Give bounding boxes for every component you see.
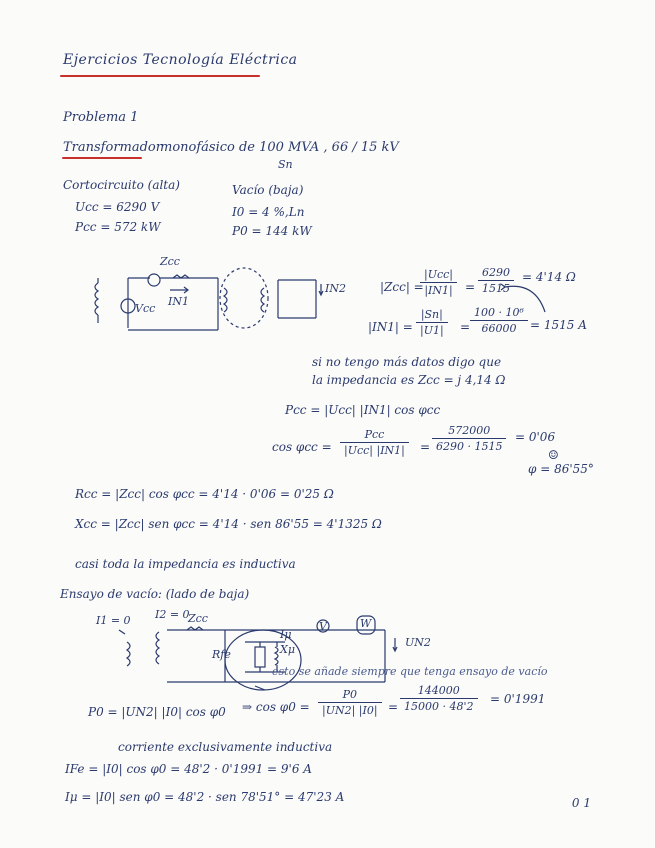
- eq1-fraction: [420, 268, 457, 297]
- eq4-den2: 15000 · 48'2: [404, 700, 474, 713]
- eq2-fraction: [416, 308, 448, 337]
- eq3-phi: φ = 86'55°: [528, 462, 594, 476]
- imu-eq: Iμ = |I0| sen φ0 = 48'2 · sen 78'51° = 47'23 A: [65, 790, 345, 804]
- note1-line2: la impedancia es Zcc = j 4,14 Ω: [312, 373, 506, 387]
- eq4-eq: =: [388, 700, 399, 714]
- voltmeter-label: V: [319, 620, 327, 633]
- ife-eq: IFe = |I0| cos φ0 = 48'2 · 0'1991 = 9'6 A: [65, 762, 312, 776]
- page-number: 0 1: [571, 796, 591, 810]
- in2-label: IN2: [325, 282, 346, 295]
- zcc-label: Zcc: [160, 255, 180, 268]
- sn-label: Sn: [278, 158, 293, 171]
- eq4-fraction2: [400, 684, 478, 713]
- eq1-num: |Ucc|: [420, 268, 457, 283]
- eq4-num2: 144000: [400, 684, 478, 699]
- no-load-heading: Vacío (baja): [232, 183, 304, 197]
- transformer-label: Transformador: [63, 140, 162, 155]
- eq1-den: |IN1|: [424, 284, 453, 297]
- transformer-desc: monofásico de 100 MVA , 66 / 15 kV: [160, 140, 399, 155]
- eq3-fraction2: [432, 424, 506, 453]
- eq3-num2: 572000: [432, 424, 506, 439]
- eq3-den2: 6290 · 1515: [436, 440, 503, 453]
- rfe-label: Rfe: [212, 648, 231, 661]
- eq4-lhs: P0 = |UN2| |I0| cos φ0: [88, 705, 226, 719]
- i1-label: I1 = 0: [96, 614, 131, 627]
- i0-value: I0 = 4 %,Ln: [232, 205, 305, 219]
- eq1-lhs: |Zcc| =: [380, 280, 424, 294]
- eq3-line: Pcc = |Ucc| |IN1| cos φcc: [285, 403, 441, 417]
- vcc-label: Vcc: [135, 302, 156, 315]
- i2-label: I2 = 0: [155, 608, 190, 621]
- eq2-result: = 1515 A: [530, 318, 587, 332]
- xcc-eq: Xcc = |Zcc| sen φcc = 4'14 · sen 86'55 = 4'1325 Ω: [75, 517, 382, 531]
- conclusion-text: casi toda la impedancia es inductiva: [75, 557, 296, 571]
- transformer-underline: [62, 157, 142, 159]
- eq3-fraction: [340, 428, 409, 457]
- eq3-lhs: cos φcc =: [272, 440, 332, 454]
- inductive-text: corriente exclusivamente inductiva: [118, 740, 333, 754]
- note1-line1: si no tengo más datos digo que: [312, 355, 502, 369]
- short-circuit-heading: Cortocircuito (alta): [63, 178, 180, 192]
- eq4-fraction: [318, 688, 382, 717]
- eq3-eq: =: [420, 440, 431, 454]
- ucc-value: Ucc = 6290 V: [75, 200, 160, 214]
- title-underline: [60, 75, 260, 77]
- eq2-den: |U1|: [420, 324, 444, 337]
- wattmeter-label: W: [360, 617, 372, 630]
- eq3-den: |Ucc| |IN1|: [344, 444, 405, 457]
- eq2-eq: =: [460, 320, 471, 334]
- eq1-eq: =: [465, 280, 476, 294]
- eq3-smile: ☺: [548, 448, 559, 462]
- eq3-num: Pcc: [340, 428, 409, 443]
- link-arrow: [500, 282, 560, 322]
- eq3-result: = 0'06: [515, 430, 556, 444]
- no-load-test-heading: Ensayo de vacío: (lado de baja): [60, 587, 250, 601]
- eq1-result: = 4'14 Ω: [522, 270, 576, 284]
- eq1-num2: 6290: [478, 266, 514, 281]
- eq4-result: = 0'1991: [490, 692, 546, 706]
- problem-heading: Problema 1: [63, 110, 139, 125]
- page-title: Ejercicios Tecnología Eléctrica: [63, 52, 298, 68]
- pcc-value: Pcc = 572 kW: [75, 220, 161, 234]
- eq4-den: |UN2| |I0|: [322, 704, 378, 717]
- zcc2-label: Zcc: [188, 612, 208, 625]
- rcc-eq: Rcc = |Zcc| cos φcc = 4'14 · 0'06 = 0'25 Ω: [75, 487, 334, 501]
- in1-label: IN1: [168, 295, 189, 308]
- eq2-num2: 100 · 10⁶: [470, 306, 528, 321]
- eq1-den2: 1515: [482, 282, 510, 295]
- un2-label: UN2: [405, 636, 431, 649]
- eq2-num: |Sn|: [416, 308, 448, 323]
- imu-label: Iμ: [280, 628, 292, 641]
- eq4-arrow: ⇒ cos φ0 =: [242, 700, 310, 714]
- p0-value: P0 = 144 kW: [232, 224, 312, 238]
- eq4-num: P0: [318, 688, 382, 703]
- circuit2-note: esto se añade siempre que tenga ensayo de vacío: [272, 665, 548, 678]
- eq2-lhs: |IN1| =: [368, 320, 413, 334]
- xmu-label: Xμ: [280, 643, 295, 656]
- eq2-den2: 66000: [481, 322, 517, 335]
- short-circuit-diagram: [88, 258, 358, 338]
